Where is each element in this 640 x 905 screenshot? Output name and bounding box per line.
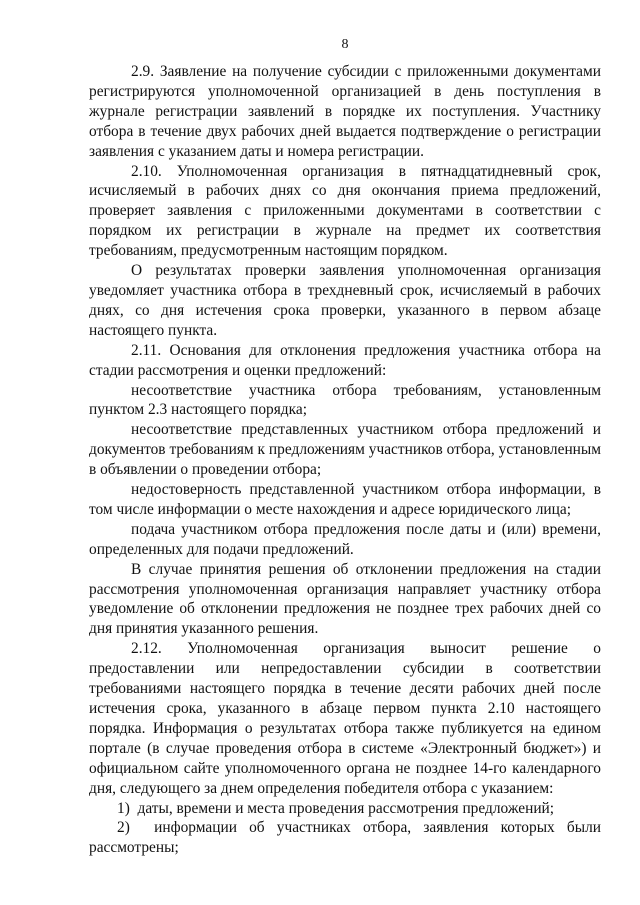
paragraph-ground-1: несоответствие участника отбора требованиям, установленным пунктом 2.3 настоящего порядка; bbox=[89, 381, 601, 419]
paragraph-2-12: 2.12. Уполномоченная организация выносит решение о предоставлении или непредоставлении субсидии в соответствии требованиями настоящего порядка в течение десяти рабочих дней после истечения срока, указанного в абзаце первом пункта 2.10 настоящего порядка. Информация о результатах отбора также публикуется на едином портале (в случае проведения отбора в системе «Электронный бюджет») и официальном сайте уполномоченного органа не позднее 14-го календарного дня, следующего за днем определения победителя отбора с указанием: bbox=[89, 640, 601, 797]
paragraph-2-9: 2.9. Заявление на получение субсидии с приложенными документами регистрируются уполномоченной организацией в день поступления в журнале регистрации заявлений в порядке их поступления. Участнику отбора в течение двух рабочих дней выдается подтверждение о регистрации заявления с указанием даты и номера регистрации. bbox=[89, 63, 601, 160]
paragraph-ground-2: несоответствие представленных участником отбора предложений и документов требованиям к предложениям участников отбора, установленным в объявлении о проведении отбора; bbox=[89, 421, 601, 479]
paragraph-ground-4: подача участником отбора предложения после даты и (или) времени, определенных для подачи предложений. bbox=[89, 520, 601, 558]
paragraph-rejection-notice: В случае принятия решения об отклонении предложения на стадии рассмотрения уполномоченная организация направляет участнику отбора уведомление об отклонении предложения не позднее трех рабочих дней со дня принятия указанного решения. bbox=[89, 560, 601, 638]
paragraph-ground-3: недостоверность представленной участником отбора информации, в том числе информации о месте нахождения и адресе юридического лица; bbox=[89, 481, 601, 518]
page-number: 8 bbox=[341, 37, 349, 52]
list-item-1: 1) даты, времени и места проведения рассмотрения предложений; bbox=[117, 799, 555, 817]
list-item-2: 2) информации об участниках отбора, заявления которых были рассмотрены; bbox=[89, 819, 601, 857]
paragraph-check-results: О результатах проверки заявления уполномоченная организация уведомляет участника отбора в трехдневный срок, исчисляемый в рабочих днях, со дня истечения срока проверки, указанного в первом абзаце настоящего пункта. bbox=[89, 262, 601, 339]
paragraph-2-10: 2.10. Уполномоченная организация в пятнадцатидневный срок, исчисляемый в рабочих днях со дня окончания приема предложений, проверяет заявления с приложенными документами в соответствии с порядком их регистрации в журнале на предмет их соответствия требованиям, предусмотренным настоящим порядком. bbox=[89, 162, 601, 260]
paragraph-2-11: 2.11. Основания для отклонения предложения участника отбора на стадии рассмотрения и оценки предложений: bbox=[89, 341, 601, 379]
